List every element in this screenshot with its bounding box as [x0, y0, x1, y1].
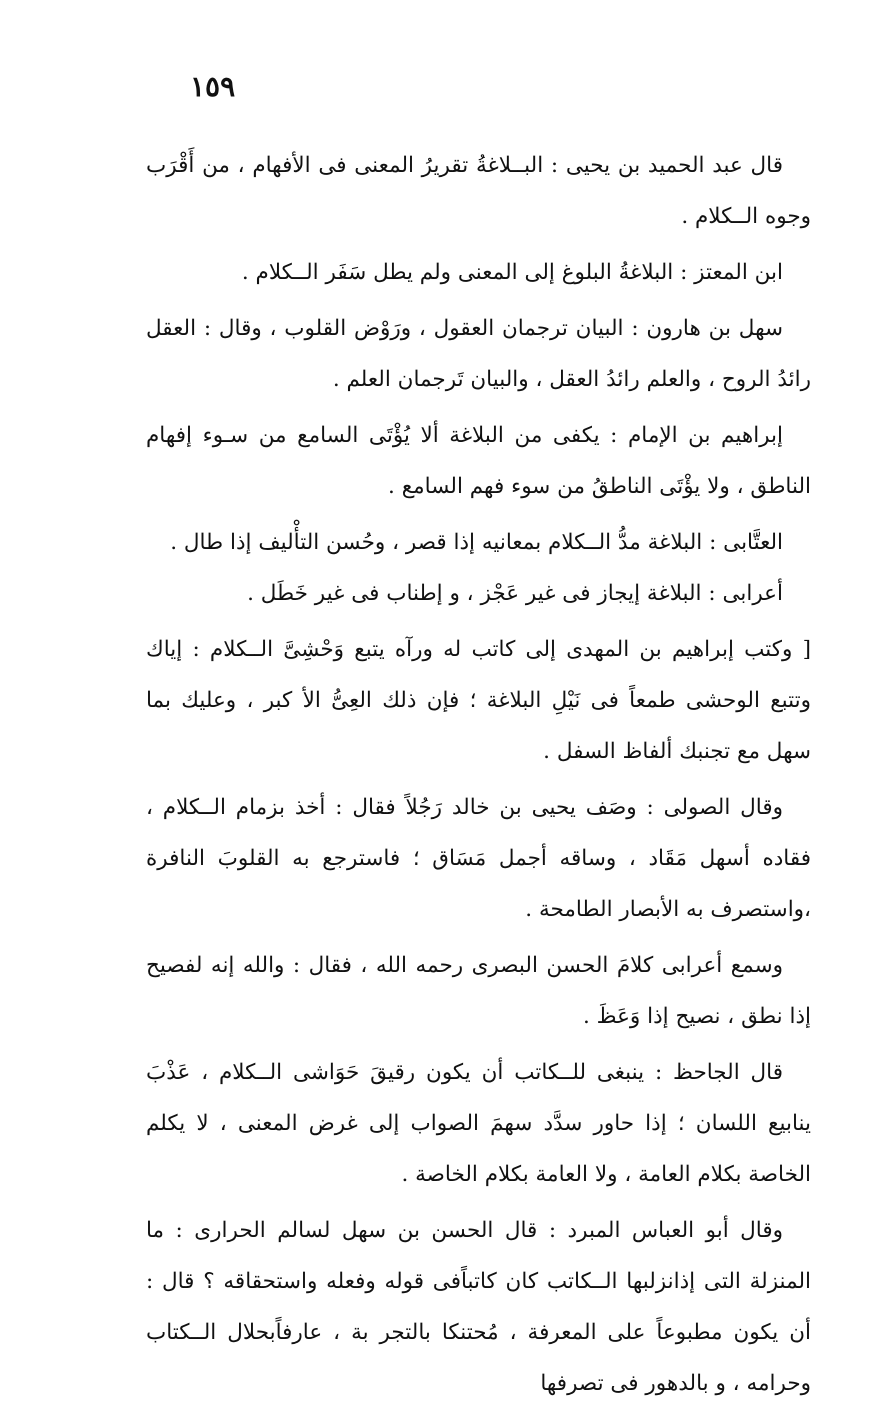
paragraph-ibrahim-ibn-al-mahdi: [ وكتب إبراهيم بن المهدى إلى كاتب له ورآه يتبع وَحْشِىَّ الــكلام : إياك وتتبع الوحشى طمعاً فى نَيْلِ البلاغة ؛ فإن ذلك العِىُّ الأ كبر ، وعليك بما سهل مع تجنبك ألفاظ السفل . [146, 637, 811, 764]
paragraph-ibn-al-mutazz: ابن المعتز : البلاغةُ البلوغ إلى المعنى ولم يطل سَفَر الــكلام . [241, 260, 783, 285]
paragraph-al-jahiz: قال الجاحظ : ينبغى للــكاتب أن يكون رقيقَ حَوَاشى الــكلام ، عَذْبَ ينابيع اللسان ؛ إذا حاور سدَّد سهمَ الصواب إلى غرض المعنى ، لا يكلم الخاصة بكلام العامة ، ولا العامة بكلام الخاصة . [146, 1060, 811, 1187]
paragraph-al-mubarrad: وقال أبو العباس المبرد : قال الحسن بن سهل لسالم الحرارى : ما المنزلة التى إذانزلبها الــكاتب كان كاتباًفى قوله وفعله واستحقاقه ؟ قال : أن يكون مطبوعاً على المعرفة ، مُحتنكا بالتجر بة ، عارفاًبحلال الــكتاب وحرامه ، و بالدهور فى تصرفها [146, 1218, 811, 1396]
paragraph-al-attabi: العتَّابى : البلاغة مدُّ الــكلام بمعانيه إذا قصر ، وحُسن التأْليف إذا طال . [170, 530, 783, 555]
paragraph-sahl-ibn-harun: سهل بن هارون : البيان ترجمان العقول ، ورَوْض القلوب ، وقال : العقل رائدُ الروح ، والعلم رائدُ العقل ، والبيان تَرجمان العلم . [146, 316, 811, 392]
paragraph-abd-al-hamid: قال عبد الحميد بن يحيى : البــلاغةُ تقريرُ المعنى فى الأفهام ، من أَقْرَب وجوه الــكلام . [146, 153, 811, 229]
body-text [146, 140, 811, 1414]
paragraph-arabi-ijaz: أعرابى : البلاغة إيجاز فى غير عَجْز ، و إطناب فى غير خَطَل . [247, 581, 783, 606]
paragraph-ibrahim-ibn-al-imam: إبراهيم بن الإمام : يكفى من البلاغة ألا يُؤْتَى السامع من سـوء إفهام الناطق ، ولا يؤْتَى الناطقُ من سوء فهم السامع . [146, 423, 811, 499]
paragraph-hasan-al-basri: وسمع أعرابى كلامَ الحسن البصرى رحمه الله ، فقال : والله إنه لفصيح إذا نطق ، نصيح إذا وَعَظَ . [146, 953, 811, 1029]
paragraph-al-suli: وقال الصولى : وصَف يحيى بن خالد رَجُلاً فقال : أخذ بزمام الــكلام ، فقاده أسهل مَقَاد ، وساقه أجمل مَسَاق ؛ فاسترجع به القلوبَ النافرة ،واستصرف به الأبصار الطامحة . [146, 795, 811, 922]
page-number: ١٥٩ [190, 70, 236, 103]
